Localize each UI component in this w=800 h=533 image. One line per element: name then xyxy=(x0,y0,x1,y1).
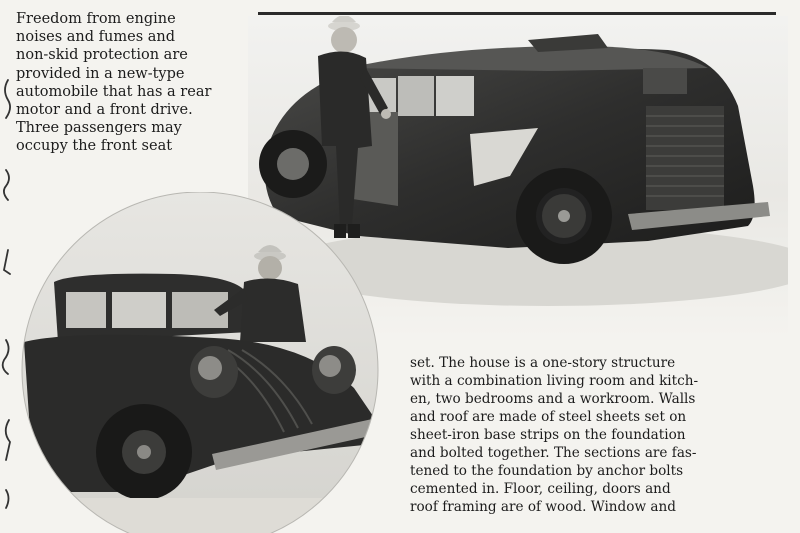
caption-line: provided in a new-type xyxy=(16,65,185,82)
body-line: roof framing are of wood. Window and xyxy=(410,499,676,515)
photo-top-rule xyxy=(258,12,776,15)
caption-line: Freedom from engine xyxy=(16,11,176,27)
caption-line: automobile that has a rear xyxy=(16,83,212,100)
caption-line: Three passengers may xyxy=(16,120,182,137)
body-line: with a combination living room and kitch- xyxy=(410,373,699,389)
car-front-inset-photo xyxy=(14,192,392,533)
body-line: set. The house is a one-story structure xyxy=(410,355,676,371)
caption-line: noises and fumes and xyxy=(16,29,176,46)
body-line: cemented in. Floor, ceiling, doors and xyxy=(410,481,671,497)
body-line: en, two bedrooms and a workroom. Walls xyxy=(410,391,696,407)
handwritten-margin-note xyxy=(0,60,14,530)
body-line: sheet-iron base strips on the foundation xyxy=(410,427,686,443)
body-line: and bolted together. The sections are fas- xyxy=(410,445,697,461)
article-body-text xyxy=(410,354,792,516)
caption-line: motor and a front drive. xyxy=(16,102,193,119)
body-line: and roof are made of steel sheets set on xyxy=(410,409,687,425)
photo-caption xyxy=(16,10,242,156)
body-line: tened to the foundation by anchor bolts xyxy=(410,463,684,479)
caption-line: non-skid protection are xyxy=(16,47,188,64)
caption-line: occupy the front seat xyxy=(16,138,173,155)
